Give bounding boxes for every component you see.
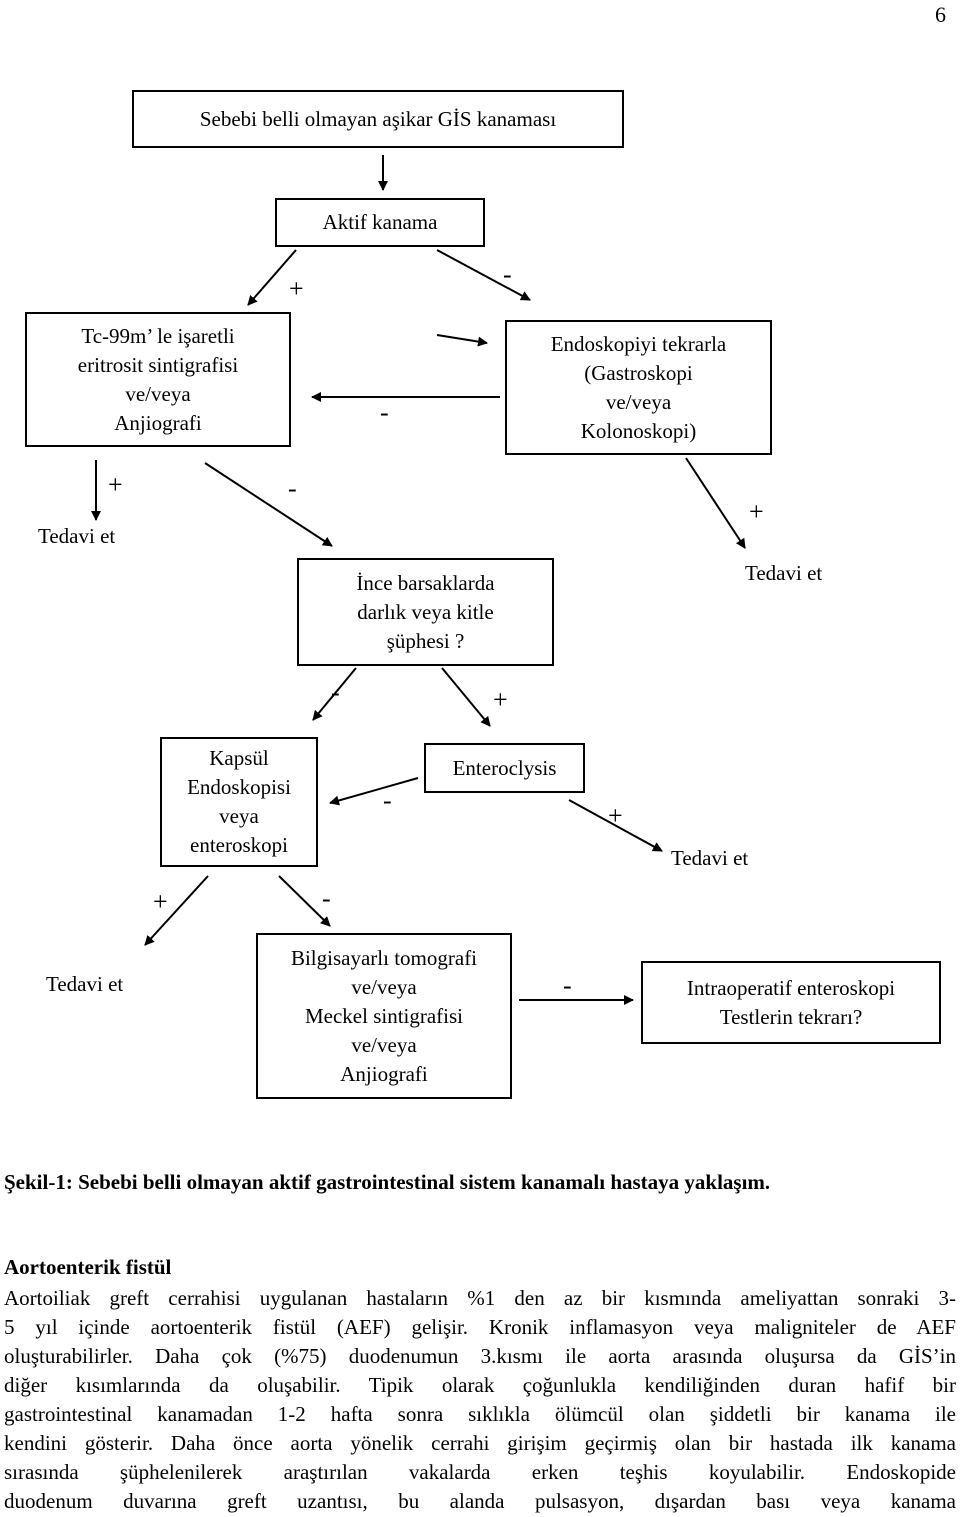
capsule-line: Kapsül [209, 746, 269, 770]
minus-sign: - [322, 884, 331, 913]
small-bowel-line: İnce barsaklarda [356, 570, 495, 595]
ct-line: ve/veya [351, 974, 417, 999]
minus-sign: - [563, 971, 572, 1000]
plus-sign: + [749, 497, 764, 526]
plus-sign: + [493, 685, 508, 714]
treat-label: Tedavi et [671, 846, 749, 870]
intraop-line: Testlerin tekrarı? [719, 1004, 863, 1029]
ct-line: Bilgisayarlı tomografi [290, 945, 478, 970]
minus-sign: - [380, 398, 389, 427]
ct-box [256, 933, 512, 1099]
active-bleed-box [275, 198, 485, 247]
enteroclysis-box [424, 743, 585, 793]
arrow-endoscopy-to-treat [686, 458, 745, 548]
capsule-line: veya [219, 804, 259, 828]
treat-label: Tedavi et [745, 561, 823, 585]
arrow-enteroclysis-to-capsule [330, 778, 418, 803]
arrow-endoscopy-to-ct-center [437, 335, 487, 343]
plus-sign: + [289, 274, 304, 303]
treat-label: Tedavi et [38, 524, 116, 548]
intraop-box [641, 961, 941, 1044]
plus-sign: + [153, 887, 168, 916]
plus-sign: + [108, 470, 123, 499]
arrow-active-to-endoscopy [437, 250, 530, 300]
endoscopy-line: ve/veya [605, 389, 672, 414]
plus-sign: + [608, 801, 623, 830]
tc99-box [25, 312, 291, 447]
endoscopy-line: Kolonoskopi) [580, 418, 697, 443]
paragraph-line: Aortoiliak greft cerrahisi uygulanan hastaların %1 den az bir kısmında ameliyattan sonraki 3- [4, 1286, 956, 1310]
arrow-tc99-to-smallbowel [205, 463, 332, 546]
section-title: Aortoenterik fistül [4, 1255, 172, 1279]
ct-line: Meckel sintigrafisi [304, 1003, 464, 1028]
intraop-line: Intraoperatif enteroskopi [686, 975, 896, 1000]
capsule-line: Endoskopisi [187, 775, 291, 799]
enteroclysis-text: Enteroclysis [452, 755, 557, 780]
endoscopy-line: Endoskopiyi tekrarla [550, 331, 727, 356]
treat-label: Tedavi et [46, 972, 124, 996]
tc99-line: ve/veya [125, 381, 191, 406]
active-bleed-text: Aktif kanama [322, 210, 438, 234]
page-number: 6 [935, 2, 946, 27]
capsule-box [160, 737, 318, 867]
endoscopy-repeat-box [505, 320, 772, 455]
minus-sign: - [503, 260, 512, 289]
figure-caption: Şekil-1: Sebebi belli olmayan aktif gastrointestinal sistem kanamalı hastaya yaklaşım. [4, 1170, 771, 1194]
paragraph-line: gastrointestinal kanamadan 1-2 hafta sonra sıklıkla ölümcül olan şiddetli bir kanama ile [4, 1402, 956, 1426]
body-paragraph [4, 1284, 956, 1516]
capsule-line: enteroskopi [190, 833, 288, 857]
endoscopy-line: (Gastroskopi [584, 360, 693, 385]
minus-sign: - [383, 786, 392, 815]
start-box [132, 90, 624, 148]
minus-sign: - [331, 678, 340, 707]
small-bowel-line: darlık veya kitle [357, 599, 494, 624]
ct-line: Anjiografi [340, 1061, 428, 1086]
start-box-text: Sebebi belli olmayan aşikar GİS kanaması [199, 106, 557, 131]
tc99-line: Anjiografi [114, 410, 202, 435]
paragraph-line: oluşturabilirler. Daha çok (%75) duodenumun 3.kısmı ile aorta arasında oluşursa da GİS’in [4, 1344, 956, 1368]
arrow-smallbowel-to-enteroclysis [442, 668, 490, 726]
small-bowel-line: şüphesi ? [386, 628, 465, 653]
tc99-line: Tc-99m’ le işaretli [81, 323, 235, 348]
ct-line: ve/veya [351, 1032, 417, 1057]
small-bowel-box [297, 558, 554, 666]
paragraph-line: kendini gösterir. Daha önce aorta yönelik cerrahi girişim geçirmiş olan bir hastada ilk kanama [4, 1431, 956, 1455]
paragraph-line: duodenum duvarına greft uzantısı, bu alanda pulsasyon, dışardan bası veya kanama [4, 1489, 956, 1513]
tc99-line: eritrosit sintigrafisi [77, 352, 239, 377]
paragraph-line: sırasında şüphelenilerek araştırılan vakalarda erken teşhis koyulabilir. Endoskopide [4, 1460, 956, 1484]
minus-sign: - [288, 474, 297, 503]
paragraph-line: 5 yıl içinde aortoenterik fistül (AEF) gelişir. Kronik inflamasyon veya maligniteler de AEF [4, 1315, 956, 1339]
paragraph-line: diğer kısımlarında da oluşabilir. Tipik olarak çoğunlukla kendiliğinden duran hafif bir [4, 1373, 956, 1397]
